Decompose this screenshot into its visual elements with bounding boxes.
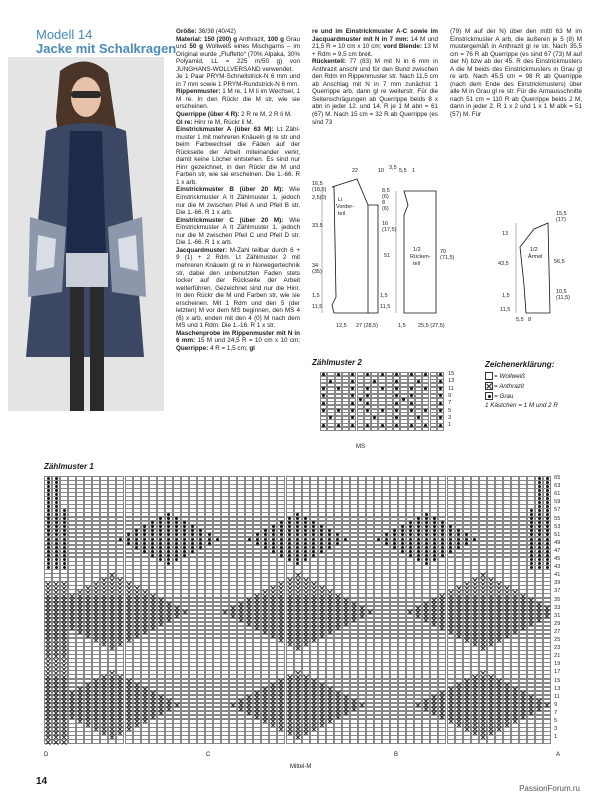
chart2-cell: [327, 427, 334, 431]
chart1-cell: [495, 739, 503, 744]
chart1-cell: [471, 739, 479, 744]
chart2-row-number: 7: [448, 400, 452, 407]
chart1-cell: [318, 739, 326, 744]
marker-c: C: [206, 752, 211, 758]
instruction-paragraph: Querrippe (über 4 R): 2 R re M, 2 R li M.: [176, 111, 292, 119]
instruction-paragraph: Größe: 36/38 (40/42): [176, 28, 236, 35]
chart1-cell: [519, 739, 527, 744]
chart1-cell: [173, 739, 181, 744]
dimension: (35): [312, 269, 322, 275]
instructions-column-1: [176, 28, 300, 353]
chart2-cell: [357, 427, 364, 431]
chart1-cell: [342, 739, 350, 744]
chart1-row-number: 35: [554, 596, 561, 603]
jacket-photo-illustration: [8, 57, 164, 411]
dimension: 8: [528, 317, 532, 323]
dimension: 1,5: [312, 293, 320, 299]
chart1-cell: [261, 739, 269, 744]
chart2-cell: [422, 427, 429, 431]
back-label: Rücken-: [410, 254, 431, 260]
chart1-row-number: 19: [554, 661, 561, 668]
chart1-row-number: 49: [554, 539, 561, 546]
chart1-cell: [382, 739, 390, 744]
dimension: (17,5): [382, 227, 397, 233]
dimension: 12,5: [336, 323, 347, 329]
garment-schematic: [312, 165, 594, 335]
chart1-cell: [535, 739, 543, 744]
marker-b: B: [394, 752, 399, 758]
instruction-paragraph: Einstrickmuster B (über 20 M): Wie Einstrickmuster A lt Zählmuster 1, jedoch nur die M zwischen Pfeil A und Pfeil B str. Die 1.-66. R 1 x arb.: [176, 186, 300, 217]
dimension: 1: [412, 168, 416, 174]
dimension: 5,5: [399, 168, 407, 174]
marker-d: D: [44, 752, 49, 758]
chart1-cell: [527, 739, 535, 744]
chart1-cell: [398, 739, 406, 744]
dimension: 16,5: [312, 181, 323, 187]
chart2-cell: [386, 427, 393, 431]
chart1-row-number: 63: [554, 483, 561, 490]
dimension: 1,5: [502, 293, 510, 299]
chart2-repeat-label: MS: [356, 444, 365, 450]
dimension: 25,5 (27,5): [418, 323, 445, 329]
back-label: 1/2: [413, 247, 421, 253]
chart2-cell: [378, 427, 385, 431]
chart1-cell: [92, 739, 100, 744]
dimension: 3,5: [389, 165, 397, 171]
sleeve-label: Ärmel: [528, 254, 543, 260]
instructions-column-2: [312, 28, 438, 126]
dimension: 10: [378, 168, 385, 174]
chart1-row-number: 7: [554, 709, 558, 716]
dimension: 5,5: [516, 317, 524, 323]
instruction-paragraph: Jacquardmuster: M-Zahl teilbar durch 6 + 9 (1) + 2 Rdm. Lt Zählmuster 2 mit mehreren Knäueln gl re in Norwegertechnik str, dabei den unbenutzten Faden stets locker auf der Rückseite der Arbeit weiterführen. Gezeichnet sind nur die Hinr. In den Rückr die M und Farben str, wie sie erscheinen. Mit 1 Rdm und den 5 (der letzten) M vor dem MS beginnen, den MS 4 (6) x arb, enden mit den 4 (0) M nach dem MS und 1 Rdm. Die 1.-16. R 1 x str.: [176, 246, 300, 330]
dimension: (18,5): [312, 187, 327, 193]
chart1-cell: [487, 739, 495, 744]
chart1-row-number: 5: [554, 718, 558, 724]
page-title: Jacke mit Schalkragen: [36, 41, 177, 56]
chart1-cell: [511, 739, 519, 744]
chart2-row-number: 15: [448, 371, 455, 377]
dimension: 56,5: [554, 259, 565, 265]
chart1-cell: [463, 739, 471, 744]
instructions-column-3: [450, 28, 582, 119]
instruction-paragraph: re und im Einstrickmuster A-C sowie im Jacquardmuster mit N in 7 mm: 14 M und 21,5 R = 10 cm x 10 cm; vord Blende: 13 M + Rdm = 9,5 cm breit.: [312, 28, 439, 58]
chart1-cell: [68, 739, 76, 744]
chart1-cell: [100, 739, 108, 744]
marker-center-stitch: Mittel-M: [290, 764, 312, 770]
chart1-cell: [438, 739, 446, 744]
dimension: 8,5: [382, 188, 390, 194]
chart1-row-number: 3: [554, 726, 558, 733]
chart1-cell: [422, 739, 430, 744]
chart1-cell: [277, 739, 285, 744]
chart1-cell: [165, 739, 173, 744]
chart2-cell: [393, 427, 400, 431]
dimension: 34: [312, 263, 319, 269]
chart1-row-number: 51: [554, 531, 561, 538]
legend-note: 1 Kästchen = 1 M und 2 R: [485, 402, 558, 409]
chart1-cell: [286, 739, 294, 744]
chart1-cell: [189, 739, 197, 744]
chart1-cell: [430, 739, 438, 744]
chart1-cell: [302, 739, 310, 744]
chart1-row-number: 39: [554, 580, 561, 587]
chart2-cell: [415, 427, 422, 431]
chart1-cell: [310, 739, 318, 744]
chart1-row-number: 25: [554, 637, 561, 643]
chart1-cell: [108, 739, 116, 744]
model-label: Modell 14: [36, 27, 93, 42]
chart1-row-number: 37: [554, 588, 561, 595]
instruction-paragraph: Einstrickmuster C (über 20 M): Wie Einstrickmuster A lt Zählmuster 1, jedoch nur die M zwischen Pfeil C und Pfeil D str. Die 1.-66. R 1 x arb.: [176, 216, 300, 247]
chart1-cell: [149, 739, 157, 744]
dimension: 10,5: [556, 289, 567, 295]
dimension: 22: [352, 168, 359, 174]
sleeve-label: 1/2: [530, 247, 538, 253]
chart1-row-number: 65: [554, 475, 561, 481]
chart1-cell: [414, 739, 422, 744]
chart1-cell: [374, 739, 382, 744]
chart1-cell: [157, 739, 165, 744]
instruction-paragraph: Einstrickmuster A (über 63 M): Lt Zähl-muster 1 mit mehreren Knäueln gl re str und beim Farbwechsel die Fäden auf der Rückseite der Arbeit miteinander verkr, damit keine Löcher entstehen. Es sind nur Hinr gezeichnet, in den Rückr die M und Farben str, wie sie erscheinen. Die 1.-66. R 1 x arb.: [176, 126, 300, 186]
legend-item-anthrazit: = Anthrazit: [485, 382, 524, 390]
legend-title: Zeichenerklärung:: [485, 360, 555, 369]
instruction-paragraph: Maschenprobe im Rippenmuster mit N in 6 mm: 15 M und 24,5 R = 10 cm x 10 cm; Querrippe: 4 R = 1,5 cm; gl: [176, 329, 300, 352]
chart1-cell: [133, 739, 141, 744]
chart1-row-number: 9: [554, 701, 558, 708]
dimension: (71,5): [440, 255, 455, 261]
chart1-row-number: 43: [554, 564, 561, 571]
dimension: 11,5: [380, 304, 391, 310]
instruction-paragraph: Gl re: Hinr re M, Rückr li M.: [176, 118, 254, 126]
dimension: 1,5: [380, 293, 388, 299]
chart2-title: Zählmuster 2: [312, 358, 362, 367]
chart1-cell: [76, 739, 84, 744]
chart1-row-number: 29: [554, 620, 561, 627]
instruction-paragraph: Je 1 Paar PRYM-Schnellstrick-N 6 mm und in 7 mm sowie 1 PRYM-Rundstrick-N 6 mm.: [176, 73, 300, 88]
chart1-row-number: 47: [554, 547, 561, 554]
instruction-paragraph: Material: 150 (200) g Anthrazit, 100 g Grau und 50 g Wollweiß eines Mischgarns – im Original wurde „Fluffetto“ (70% Alpaka, 30% Polyamid, LL = 225 m/50 g) von JUNGHANS-WOLLVERSAND verwendet.: [176, 35, 300, 73]
dimension: 33,5: [312, 223, 323, 229]
chart1-cell: [253, 739, 261, 744]
instruction-paragraph: Rückenteil: 77 (83) M mit N in 6 mm in Anthrazit anschl und für den Bund zwischen den Rdm im Rippenmuster str. Nach 11,5 cm ab Anschlag mit N in 7 mm zunächst 1 Querrippe arb, dann gl re weiterstr. Für die Seitenschrägungen ab Querrippe beids 8 x abn in jeder 12. und 14. R je 1 M abn = 61 (67) M. Nach 15 cm = 32 R ab Querrippe (es sind 73: [312, 58, 438, 126]
chart1-cell: [479, 739, 487, 744]
chart1-cell: [52, 739, 60, 744]
chart1-row-number: 23: [554, 645, 561, 652]
front-label: Vorder-: [336, 204, 355, 210]
cross-square-icon: [485, 382, 493, 390]
chart1-cell: [84, 739, 92, 744]
dimension: 8: [382, 200, 386, 206]
chart1-row-number: 15: [554, 677, 561, 684]
back-label: teil: [413, 261, 421, 267]
chart1-cell: [181, 739, 189, 744]
legend-item-grau: = Grau: [485, 392, 513, 400]
dimension: 16: [382, 221, 389, 227]
chart1-cell: [390, 739, 398, 744]
dot-square-icon: [485, 392, 493, 400]
chart2-cell: [342, 427, 349, 431]
chart1-row-number: 41: [554, 572, 561, 579]
chart2-row-number: 1: [448, 422, 452, 429]
chart1-cell: [60, 739, 68, 744]
chart1-cell: [543, 739, 551, 744]
chart1-row-number: 13: [554, 685, 561, 692]
chart1-cell: [334, 739, 342, 744]
dimension: (17): [556, 217, 566, 223]
chart2-cell: [349, 427, 356, 431]
chart1-cell: [294, 739, 302, 744]
chart1-cell: [125, 739, 133, 744]
chart1-cell: [366, 739, 374, 744]
chart2-row-number: 9: [448, 392, 452, 399]
chart2-row-number: 5: [448, 407, 452, 414]
chart1-row-number: 55: [554, 515, 561, 522]
chart1-cell: [221, 739, 229, 744]
dimension: 1,5: [398, 323, 406, 329]
chart1-cell: [213, 739, 221, 744]
chart1-cell: [245, 739, 253, 744]
chart1-cell: [237, 739, 245, 744]
chart2-cell: [320, 427, 327, 431]
dimension: 27 (28,5): [356, 323, 379, 329]
chart2-cell: [371, 427, 378, 431]
chart1-cell: [205, 739, 213, 744]
chart1-cell: [503, 739, 511, 744]
chart2-cell: [335, 427, 342, 431]
blank-square-icon: [485, 372, 493, 380]
dimension: 43,5: [498, 261, 509, 267]
dimension: 51: [384, 253, 391, 259]
chart1-cell: [197, 739, 205, 744]
chart1-row-number: 61: [554, 491, 561, 498]
page-number: 14: [36, 776, 48, 787]
dimension: (6): [382, 194, 389, 200]
chart1-cell: [229, 739, 237, 744]
dimension: 15,5: [556, 211, 567, 217]
chart2-cell: [430, 427, 437, 431]
chart1-row-number: 1: [554, 734, 558, 741]
chart2-cell: [364, 427, 371, 431]
legend-item-wollweiss: = Wollweiß: [485, 372, 525, 380]
chart1-row-number: 17: [554, 669, 561, 676]
dimension: 11,5: [312, 304, 323, 310]
chart2-cell: [437, 427, 444, 431]
chart1-row-number: 11: [554, 693, 560, 700]
marker-a: A: [556, 752, 561, 758]
chart1-row-number: 27: [554, 628, 561, 635]
chart1-row-number: 57: [554, 507, 561, 514]
dimension: 2,5(0): [312, 195, 327, 201]
chart2-row-number: 3: [448, 414, 452, 421]
instruction-paragraph: Rippenmuster: 1 M re, 1 M li im Wechsel, 1 M re. In den Rückr die M str, wie sie erscheinen.: [176, 88, 300, 111]
chart1-row-number: 33: [554, 604, 561, 611]
footer-watermark: PassionForum.ru: [519, 784, 580, 793]
chart2-row-number: 13: [448, 378, 455, 385]
dimension: (6): [382, 206, 389, 212]
front-label: Li: [338, 197, 343, 203]
dimension: (11,5): [556, 295, 570, 301]
dimension: 13: [502, 231, 509, 237]
model-photo: [8, 57, 164, 411]
chart1-cell: [116, 739, 124, 744]
chart1-cell: [44, 739, 52, 744]
chart1-title: Zählmuster 1: [44, 462, 94, 471]
dimension: 70: [440, 249, 447, 255]
chart1-cell: [269, 739, 277, 744]
chart2-cell: [400, 427, 407, 431]
chart1-cell: [326, 739, 334, 744]
chart1-cell: [350, 739, 358, 744]
chart1-cell: [406, 739, 414, 744]
instruction-paragraph: (79) M auf der N) über den mittl 63 M im Einstrickmuster A arb, die äußeren je 5 (8) M mustergemäß in Anthrazit gl re str. Nach 35,5 cm = 76 R ab Querrippe (es sind 67 (73) M auf der N) bzw ab der 45. R des Einstrickmusters A die M beids des Einstrickmusters in Grau gl re arb. Nach 45,5 cm = 98 R ab Querrippe (nach dem Ende des Einstrickmusters) über alle M in Grau gl re str. Für die Armausschnitte nach 51 cm = 110 R ab Querrippe beids 2 M, dann in jeder 2. R 1 x 2 und 1 x 1 M abk = 51 (57) M. Für: [450, 28, 582, 119]
chart1-cell: [358, 739, 366, 744]
chart1-row-number: 31: [554, 612, 561, 619]
front-label: teil: [338, 211, 346, 217]
chart2-row-number: 11: [448, 385, 454, 392]
chart1-row-number: 53: [554, 523, 561, 530]
chart1-row-number: 45: [554, 556, 561, 562]
chart2-cell: [408, 427, 415, 431]
chart1-cell: [455, 739, 463, 744]
chart1-row-number: 59: [554, 499, 561, 506]
dimension: 11,5: [500, 307, 511, 313]
chart1-cell: [447, 739, 455, 744]
chart1-row-number: 21: [554, 653, 561, 660]
chart1-cell: [141, 739, 149, 744]
